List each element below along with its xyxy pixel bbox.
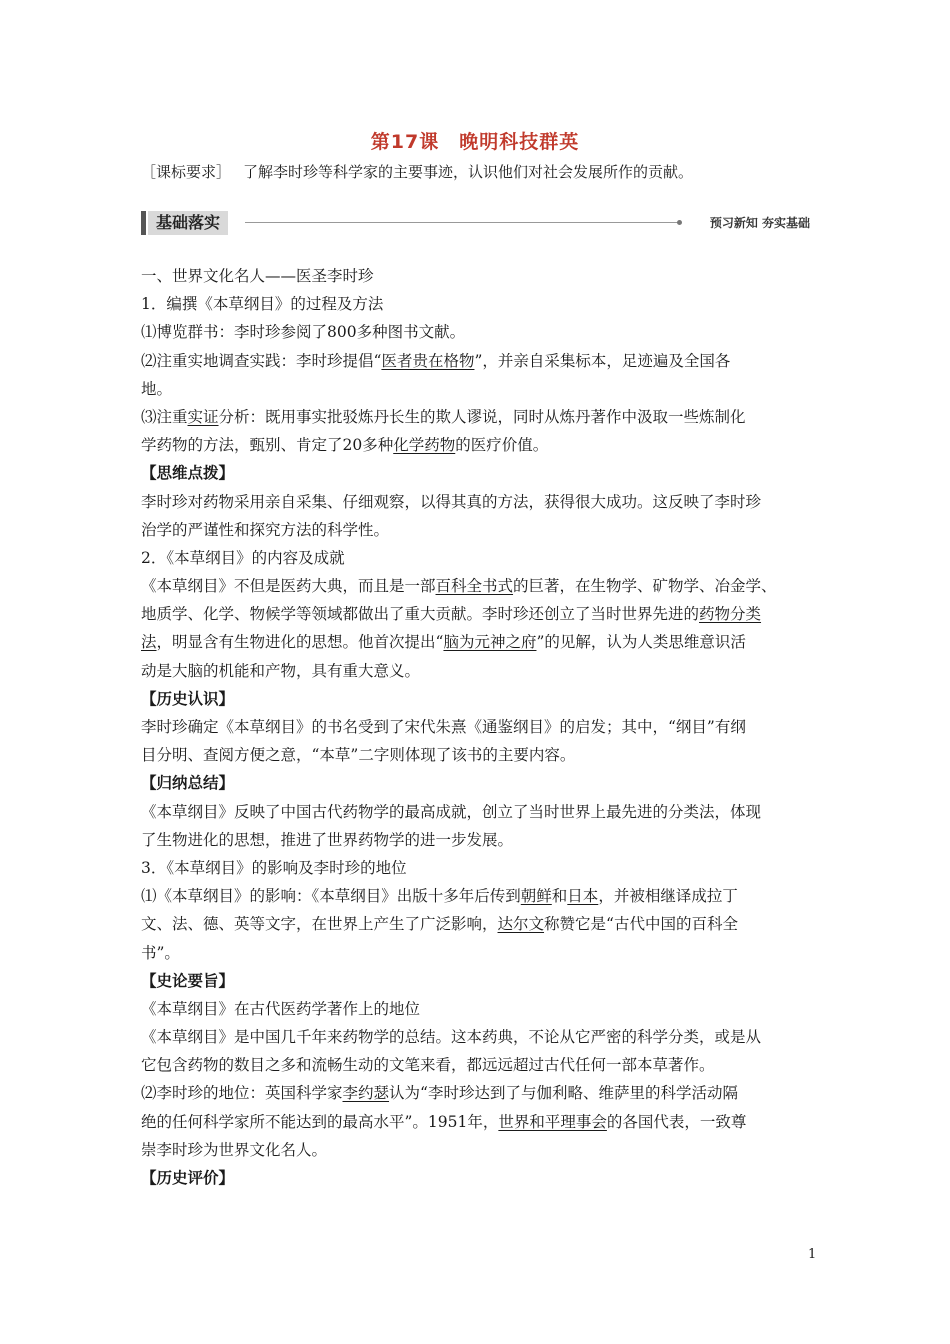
underlined-term: 李约瑟: [342, 1084, 390, 1103]
text-line: [141, 600, 813, 628]
underlined-term: 百科全书式: [435, 577, 514, 596]
text-line: [141, 995, 813, 1023]
underlined-term: 实证: [187, 407, 219, 426]
text-line: [141, 882, 813, 910]
page-number: 1: [808, 1247, 817, 1262]
text-line: [141, 910, 813, 938]
text-line: [141, 939, 813, 967]
section-heading: [141, 1164, 813, 1192]
underlined-term: 朝鲜: [520, 887, 552, 906]
underlined-term: 日本: [567, 887, 599, 906]
text-line: [141, 347, 813, 375]
text-line: [141, 628, 813, 656]
text-run: 和: [551, 887, 568, 906]
text-run: 【归纳总结】: [141, 773, 235, 793]
section-heading: [141, 769, 813, 797]
text-run: 认为“李时珍达到了与伽利略、维萨里的科学活动隔: [389, 1084, 738, 1103]
underlined-term: 世界和平理事会: [498, 1112, 607, 1131]
text-run: 一、世界文化名人——医圣李时珍: [141, 267, 374, 285]
text-line: [141, 290, 813, 318]
text-run: ，明显含有生物进化的思想。他首次提出“: [156, 633, 444, 652]
curriculum-requirement: [141, 161, 693, 182]
requirement-text: 了解李时珍等科学家的主要事迹，认识他们对社会发展所作的贡献。: [243, 163, 694, 181]
banner-dot: [677, 220, 682, 225]
text-line: [141, 1079, 813, 1107]
text-run: 地质学、化学、物候学等领域都做出了重大贡献。李时珍还创立了当时世界先进的: [141, 605, 700, 624]
text-run: ⑴《本草纲目》的影响：《本草纲目》出版十多年后传到: [141, 887, 521, 906]
text-run: ”的见解，认为人类思维意识活: [536, 633, 746, 652]
text-run: 【历史评价】: [141, 1168, 235, 1187]
text-run: 治学的严谨性和探究方法的科学性。: [141, 520, 390, 539]
text-run: 《本草纲目》在古代医药学著作上的地位: [141, 999, 421, 1018]
text-run: 《本草纲目》不但是医药大典，而且是一部: [141, 577, 436, 596]
text-line: [141, 657, 813, 685]
text-line: [141, 403, 813, 431]
section-banner: [141, 209, 810, 237]
text-run: 的各国代表，一致尊: [606, 1112, 747, 1131]
text-line: [141, 1136, 813, 1164]
underlined-term: 药物分类: [699, 605, 762, 624]
text-run: 3．《本草纲目》的影响及李时珍的地位: [141, 858, 407, 877]
underlined-term: 化学药物: [393, 436, 456, 455]
text-line: [141, 318, 813, 346]
text-line: [141, 488, 813, 516]
text-run: 文、法、德、英等文字，在世界上产生了广泛影响，: [141, 915, 498, 934]
section-heading: [141, 967, 813, 995]
text-line: [141, 516, 813, 544]
text-line: [141, 544, 813, 572]
text-line: [141, 262, 813, 290]
text-run: ，并被相继译成拉丁: [598, 887, 738, 906]
text-run: 书”。: [141, 943, 180, 962]
underlined-term: 法: [141, 633, 157, 652]
text-run: 称赞它是“古代中国的百科全: [544, 915, 738, 934]
text-run: ⑵注重实地调查实践：李时珍提倡“: [141, 351, 382, 370]
text-run: ”，并亲自采集标本，足迹遍及全国各: [474, 351, 731, 370]
text-run: 绝的任何科学家所不能达到的最高水平”。1951年，: [141, 1112, 499, 1131]
text-run: 《本草纲目》反映了中国古代药物学的最高成就，创立了当时世界上最先进的分类法，体现: [141, 802, 762, 821]
text-run: 李时珍确定《本草纲目》的书名受到了宋代朱熹《通鉴纲目》的启发；其中，“纲目”有纲: [141, 718, 746, 736]
body-text: [141, 262, 813, 1192]
text-line: [141, 854, 813, 882]
section-heading: [141, 685, 813, 713]
text-run: 《本草纲目》是中国几千年来药物学的总结。这本药典，不论从它严密的科学分类，或是从: [141, 1028, 762, 1047]
text-line: [141, 431, 813, 459]
banner-subtitle: 预习新知 夯实基础: [709, 216, 810, 230]
text-line: [141, 713, 813, 741]
text-line: [141, 572, 813, 600]
banner-bar: [141, 211, 146, 235]
text-run: 它包含药物的数目之多和流畅生动的文笔来看，都远远超过古代任何一部本草著作。: [141, 1056, 715, 1075]
text-run: 动是大脑的机能和产物，具有重大意义。: [141, 661, 421, 680]
banner-rule: [245, 222, 678, 223]
text-line: [141, 1051, 813, 1079]
underlined-term: 脑为元神之府: [443, 633, 537, 652]
text-run: 了生物进化的思想，推进了世界药物学的进一步发展。: [141, 830, 514, 849]
text-run: 李时珍对药物采用亲自采集、仔细观察，以得其真的方法，获得很大成功。这反映了李时珍: [141, 492, 762, 511]
text-run: 崇李时珍为世界文化名人。: [141, 1140, 328, 1159]
text-run: 学药物的方法，甄别、肯定了20多种: [141, 436, 394, 455]
underlined-term: 达尔文: [497, 915, 545, 934]
text-run: ⑴博览群书：李时珍参阅了800多种图书文献。: [141, 323, 466, 342]
text-line: [141, 826, 813, 854]
lesson-title: 第17课 晚明科技群英: [370, 131, 580, 153]
banner-tag: 基础落实: [148, 211, 228, 235]
text-run: 目分明、查阅方便之意，“本草”二字则体现了该书的主要内容。: [141, 746, 576, 765]
text-run: ⑶注重: [141, 407, 188, 426]
text-line: [141, 1023, 813, 1051]
section-heading: [141, 459, 813, 487]
text-run: 【史论要旨】: [141, 970, 235, 990]
text-run: 的医疗价值。: [455, 436, 549, 455]
text-line: [141, 375, 813, 403]
text-run: 的巨著，在生物学、矿物学、冶金学、: [513, 577, 777, 596]
text-line: [141, 1108, 813, 1136]
requirement-label: ［课标要求］: [141, 163, 232, 181]
underlined-term: 医者贵在格物: [381, 351, 475, 370]
text-run: 地。: [141, 379, 173, 398]
text-line: [141, 741, 813, 769]
text-run: 1．编撰《本草纲目》的过程及方法: [141, 295, 384, 314]
text-run: ⑵李时珍的地位：英国科学家: [141, 1084, 343, 1103]
text-run: 【历史认识】: [141, 688, 235, 708]
text-line: [141, 798, 813, 826]
text-run: 2．《本草纲目》的内容及成就: [141, 548, 345, 567]
text-run: 【思维点拨】: [141, 463, 235, 483]
text-run: 分析：既用事实批驳炼丹长生的欺人谬说，同时从炼丹著作中汲取一些炼制化: [218, 407, 746, 426]
